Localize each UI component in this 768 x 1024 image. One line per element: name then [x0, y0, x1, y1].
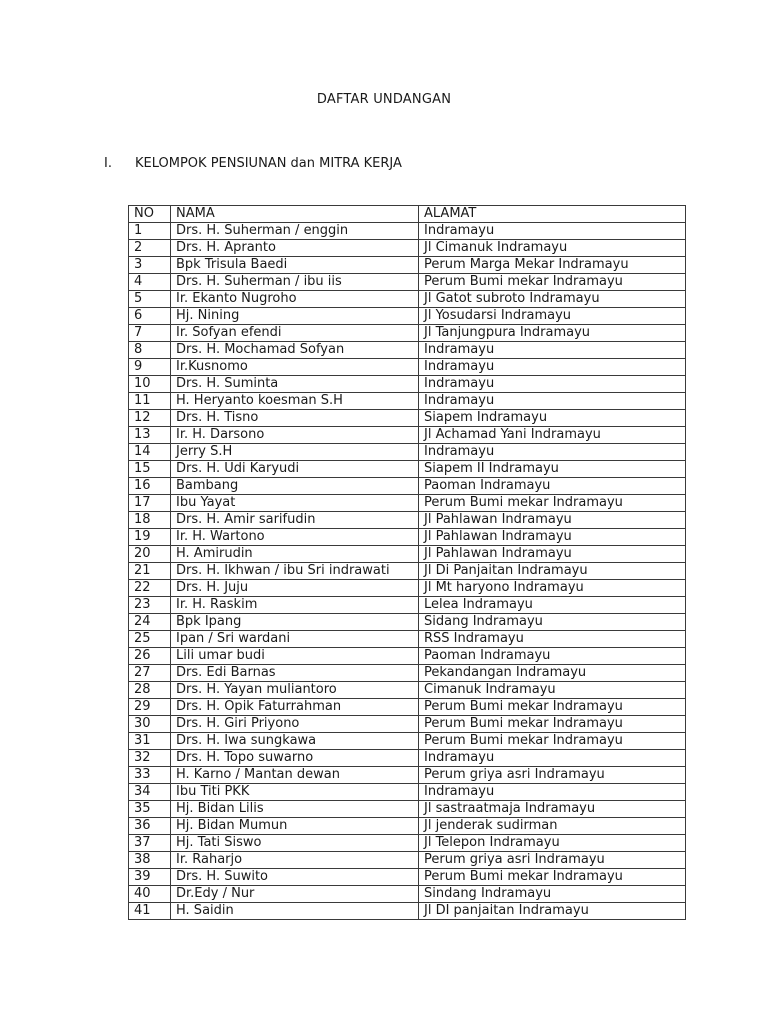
cell-alamat: Jl Telepon Indramayu — [419, 835, 686, 852]
table-row — [129, 410, 686, 427]
cell-alamat: Jl DI panjaitan Indramayu — [419, 903, 686, 920]
cell-alamat: Jl Di Panjaitan Indramayu — [419, 563, 686, 580]
cell-nama: Ir.Kusnomo — [171, 359, 419, 376]
cell-alamat: Jl sastraatmaja Indramayu — [419, 801, 686, 818]
cell-alamat: Jl jenderak sudirman — [419, 818, 686, 835]
cell-alamat: Jl Yosudarsi Indramayu — [419, 308, 686, 325]
cell-alamat: Perum griya asri Indramayu — [419, 852, 686, 869]
cell-no: 7 — [129, 325, 171, 342]
cell-no: 19 — [129, 529, 171, 546]
cell-nama: Drs. Edi Barnas — [171, 665, 419, 682]
table-row — [129, 801, 686, 818]
table-row — [129, 461, 686, 478]
cell-nama: Bambang — [171, 478, 419, 495]
cell-nama: Hj. Bidan Lilis — [171, 801, 419, 818]
cell-nama: Ir. Raharjo — [171, 852, 419, 869]
cell-nama: Ir. H. Wartono — [171, 529, 419, 546]
cell-no: 33 — [129, 767, 171, 784]
cell-nama: Drs. H. Apranto — [171, 240, 419, 257]
cell-nama: Hj. Nining — [171, 308, 419, 325]
cell-no: 28 — [129, 682, 171, 699]
cell-alamat: Pekandangan Indramayu — [419, 665, 686, 682]
table-row — [129, 767, 686, 784]
cell-no: 3 — [129, 257, 171, 274]
table-row — [129, 886, 686, 903]
cell-alamat: Jl Cimanuk Indramayu — [419, 240, 686, 257]
table-row — [129, 614, 686, 631]
table-row — [129, 648, 686, 665]
cell-nama: Drs. H. Suherman / ibu iis — [171, 274, 419, 291]
cell-alamat: Indramayu — [419, 784, 686, 801]
cell-nama: Drs. H. Suwito — [171, 869, 419, 886]
cell-alamat: Paoman Indramayu — [419, 478, 686, 495]
cell-nama: Hj. Tati Siswo — [171, 835, 419, 852]
cell-no: 13 — [129, 427, 171, 444]
cell-nama: Drs. H. Iwa sungkawa — [171, 733, 419, 750]
cell-alamat: Lelea Indramayu — [419, 597, 686, 614]
cell-alamat: Sindang Indramayu — [419, 886, 686, 903]
cell-nama: Ir. Ekanto Nugroho — [171, 291, 419, 308]
cell-alamat: Indramayu — [419, 359, 686, 376]
cell-no: 10 — [129, 376, 171, 393]
table-row — [129, 529, 686, 546]
cell-no: 26 — [129, 648, 171, 665]
cell-nama: H. Amirudin — [171, 546, 419, 563]
table-row — [129, 512, 686, 529]
cell-alamat: Perum griya asri Indramayu — [419, 767, 686, 784]
cell-no: 36 — [129, 818, 171, 835]
table-row — [129, 240, 686, 257]
cell-no: 35 — [129, 801, 171, 818]
cell-alamat: Jl Gatot subroto Indramayu — [419, 291, 686, 308]
cell-no: 20 — [129, 546, 171, 563]
document-title: DAFTAR UNDANGAN — [316, 92, 452, 107]
table-row — [129, 750, 686, 767]
cell-no: 30 — [129, 716, 171, 733]
cell-nama: H. Saidin — [171, 903, 419, 920]
cell-nama: Ir. H. Darsono — [171, 427, 419, 444]
cell-alamat: Jl Pahlawan Indramayu — [419, 546, 686, 563]
table-row — [129, 393, 686, 410]
cell-alamat: Perum Bumi mekar Indramayu — [419, 733, 686, 750]
cell-no: 23 — [129, 597, 171, 614]
table-row — [129, 359, 686, 376]
cell-nama: Ipan / Sri wardani — [171, 631, 419, 648]
cell-alamat: Jl Tanjungpura Indramayu — [419, 325, 686, 342]
cell-alamat: RSS Indramayu — [419, 631, 686, 648]
cell-alamat: Indramayu — [419, 342, 686, 359]
cell-alamat: Indramayu — [419, 376, 686, 393]
cell-nama: Hj. Bidan Mumun — [171, 818, 419, 835]
cell-no: 22 — [129, 580, 171, 597]
cell-alamat: Indramayu — [419, 223, 686, 240]
cell-no: 32 — [129, 750, 171, 767]
table-row — [129, 342, 686, 359]
cell-no: 34 — [129, 784, 171, 801]
cell-nama: Bpk Ipang — [171, 614, 419, 631]
cell-no: 12 — [129, 410, 171, 427]
table-row — [129, 495, 686, 512]
cell-alamat: Perum Marga Mekar Indramayu — [419, 257, 686, 274]
table-row — [129, 325, 686, 342]
table-row — [129, 546, 686, 563]
cell-no: 4 — [129, 274, 171, 291]
cell-no: 6 — [129, 308, 171, 325]
cell-alamat: Perum Bumi mekar Indramayu — [419, 869, 686, 886]
cell-nama: Drs. H. Tisno — [171, 410, 419, 427]
cell-alamat: Siapem II Indramayu — [419, 461, 686, 478]
cell-nama: Lili umar budi — [171, 648, 419, 665]
table-row — [129, 427, 686, 444]
table-row — [129, 699, 686, 716]
table-row — [129, 308, 686, 325]
table-row — [129, 631, 686, 648]
cell-nama: Ir. H. Raskim — [171, 597, 419, 614]
table-row — [129, 580, 686, 597]
cell-nama: Drs. H. Ikhwan / ibu Sri indrawati — [171, 563, 419, 580]
cell-no: 18 — [129, 512, 171, 529]
cell-no: 2 — [129, 240, 171, 257]
table-row — [129, 665, 686, 682]
cell-nama: Drs. H. Udi Karyudi — [171, 461, 419, 478]
section-number: I. — [104, 156, 112, 171]
table-body — [129, 223, 686, 920]
table-row — [129, 597, 686, 614]
header-alamat: ALAMAT — [419, 206, 686, 223]
cell-nama: Drs. H. Juju — [171, 580, 419, 597]
cell-alamat: Paoman Indramayu — [419, 648, 686, 665]
header-no: NO — [129, 206, 171, 223]
cell-nama: H. Heryanto koesman S.H — [171, 393, 419, 410]
table-row — [129, 869, 686, 886]
cell-alamat: Siapem Indramayu — [419, 410, 686, 427]
cell-nama: Drs. H. Opik Faturrahman — [171, 699, 419, 716]
table-row — [129, 818, 686, 835]
cell-no: 16 — [129, 478, 171, 495]
cell-alamat: Sidang Indramayu — [419, 614, 686, 631]
cell-no: 15 — [129, 461, 171, 478]
table-row — [129, 274, 686, 291]
cell-nama: Dr.Edy / Nur — [171, 886, 419, 903]
cell-no: 8 — [129, 342, 171, 359]
cell-alamat: Jl Achamad Yani Indramayu — [419, 427, 686, 444]
cell-nama: H. Karno / Mantan dewan — [171, 767, 419, 784]
cell-no: 21 — [129, 563, 171, 580]
cell-alamat: Indramayu — [419, 444, 686, 461]
cell-no: 38 — [129, 852, 171, 869]
cell-alamat: Jl Pahlawan Indramayu — [419, 529, 686, 546]
table-row — [129, 733, 686, 750]
table-row — [129, 682, 686, 699]
cell-nama: Drs. H. Yayan muliantoro — [171, 682, 419, 699]
cell-no: 5 — [129, 291, 171, 308]
cell-nama: Drs. H. Topo suwarno — [171, 750, 419, 767]
cell-no: 17 — [129, 495, 171, 512]
cell-no: 40 — [129, 886, 171, 903]
cell-no: 39 — [129, 869, 171, 886]
cell-no: 9 — [129, 359, 171, 376]
cell-no: 37 — [129, 835, 171, 852]
table-row — [129, 563, 686, 580]
cell-nama: Bpk Trisula Baedi — [171, 257, 419, 274]
cell-no: 24 — [129, 614, 171, 631]
cell-nama: Jerry S.H — [171, 444, 419, 461]
section-label: KELOMPOK PENSIUNAN dan MITRA KERJA — [135, 156, 402, 171]
cell-alamat: Jl Pahlawan Indramayu — [419, 512, 686, 529]
cell-alamat: Perum Bumi mekar Indramayu — [419, 699, 686, 716]
cell-no: 14 — [129, 444, 171, 461]
table-row — [129, 835, 686, 852]
table-row — [129, 223, 686, 240]
table-row — [129, 444, 686, 461]
cell-no: 41 — [129, 903, 171, 920]
guest-table — [128, 205, 686, 920]
cell-alamat: Indramayu — [419, 393, 686, 410]
table-row — [129, 716, 686, 733]
cell-alamat: Perum Bumi mekar Indramayu — [419, 716, 686, 733]
section-heading — [104, 156, 402, 171]
cell-no: 27 — [129, 665, 171, 682]
table-row — [129, 478, 686, 495]
cell-alamat: Indramayu — [419, 750, 686, 767]
cell-no: 29 — [129, 699, 171, 716]
cell-nama: Ibu Yayat — [171, 495, 419, 512]
cell-alamat: Jl Mt haryono Indramayu — [419, 580, 686, 597]
cell-no: 25 — [129, 631, 171, 648]
cell-nama: Drs. H. Suminta — [171, 376, 419, 393]
table-header-row — [129, 206, 686, 223]
cell-nama: Drs. H. Suherman / enggin — [171, 223, 419, 240]
cell-nama: Drs. H. Amir sarifudin — [171, 512, 419, 529]
cell-alamat: Cimanuk Indramayu — [419, 682, 686, 699]
cell-nama: Drs. H. Giri Priyono — [171, 716, 419, 733]
cell-alamat: Perum Bumi mekar Indramayu — [419, 495, 686, 512]
cell-no: 31 — [129, 733, 171, 750]
table-row — [129, 852, 686, 869]
cell-nama: Drs. H. Mochamad Sofyan — [171, 342, 419, 359]
table-row — [129, 903, 686, 920]
table-row — [129, 784, 686, 801]
cell-no: 1 — [129, 223, 171, 240]
table-row — [129, 257, 686, 274]
cell-nama: Ir. Sofyan efendi — [171, 325, 419, 342]
table-row — [129, 291, 686, 308]
cell-nama: Ibu Titi PKK — [171, 784, 419, 801]
header-nama: NAMA — [171, 206, 419, 223]
cell-no: 11 — [129, 393, 171, 410]
cell-alamat: Perum Bumi mekar Indramayu — [419, 274, 686, 291]
table-row — [129, 376, 686, 393]
